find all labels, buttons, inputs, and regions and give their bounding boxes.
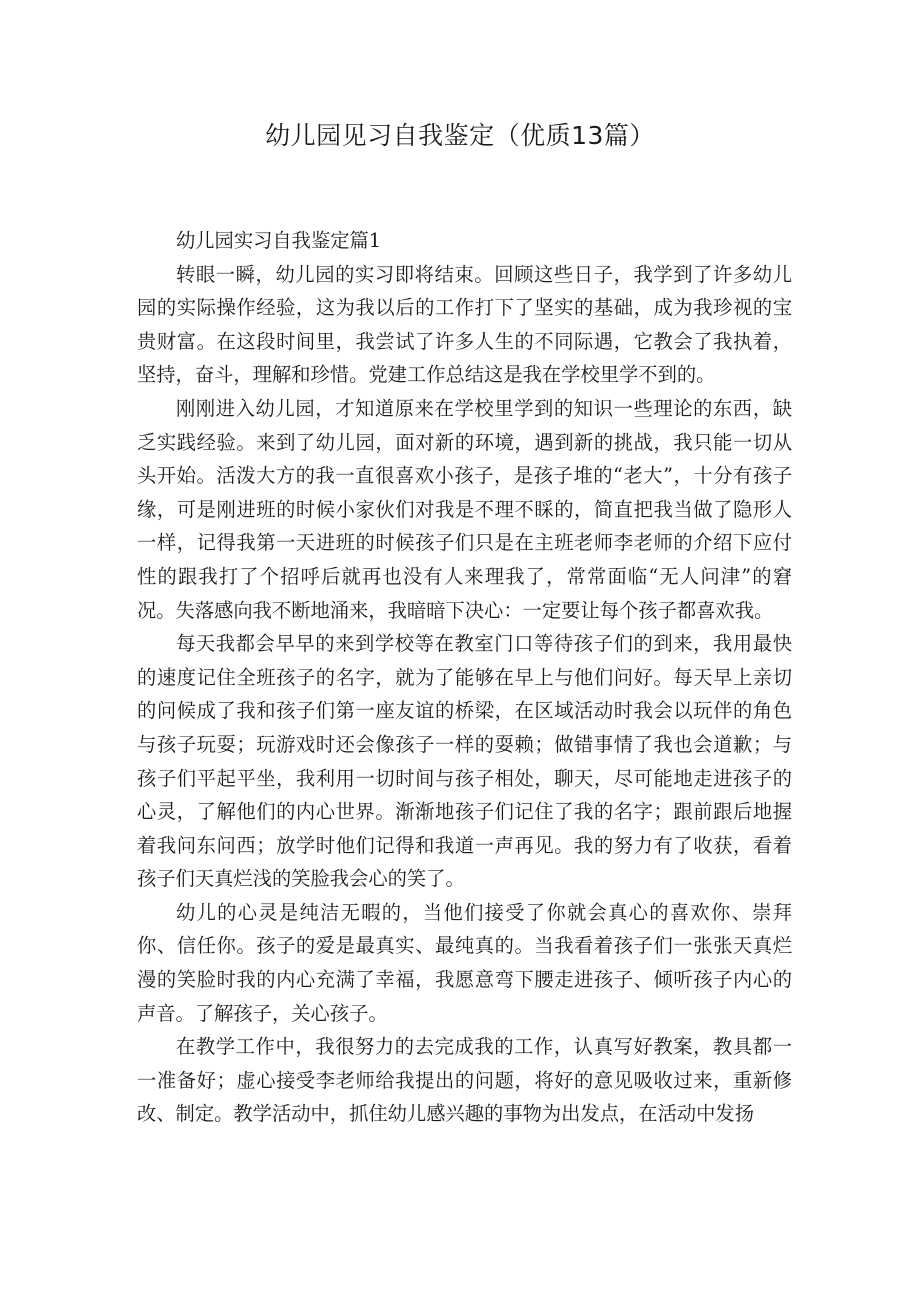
section-heading: 幼儿园实习自我鉴定篇1 <box>176 229 382 252</box>
paragraph: 在教学工作中，我很努力的去完成我的工作，认真写好教案，教具都一一准备好；虚心接受李老师给我提出的问题，将好的意见吸收过来，重新修改、制定。教学活动中，抓住幼儿感兴趣的事物为出发点，在活动中发扬 <box>137 1035 792 1126</box>
paragraph: 每天我都会早早的来到学校等在教室门口等待孩子们的到来，我用最快的速度记住全班孩子的名字，就为了能够在早上与他们问好。每天早上亲切的问候成了我和孩子们第一座友谊的桥梁，在区域活动时我会以玩伴的角色与孩子玩耍；玩游戏时还会像孩子一样的耍赖；做错事情了我也会道歉；与孩子们平起平坐，我利用一切时间与孩子相处，聊天，尽可能地走进孩子的心灵，了解他们的内心世界。渐渐地孩子们记住了我的名字；跟前跟后地握着我问东问西；放学时他们记得和我道一声再见。我的努力有了收获，看着孩子们天真烂浅的笑脸我会心的笑了。 <box>137 632 792 891</box>
paragraph: 幼儿的心灵是纯洁无暇的，当他们接受了你就会真心的喜欢你、崇拜你、信任你。孩子的爱是最真实、最纯真的。当我看着孩子们一张张天真烂漫的笑脸时我的内心充满了幸福，我愿意弯下腰走进孩子、倾听孩子内心的声音。了解孩子，关心孩子。 <box>137 900 792 1025</box>
paragraph: 刚刚进入幼儿园，才知道原来在学校里学到的知识一些理论的东西，缺乏实践经验。来到了幼儿园，面对新的环境，遇到新的挑战，我只能一切从头开始。活泼大方的我一直很喜欢小孩子，是孩子堆的“老大”，十分有孩子缘，可是刚进班的时候小家伙们对我是不理不睬的，简直把我当做了隐形人一样，记得我第一天进班的时候孩子们只是在主班老师李老师的介绍下应付性的跟我打了个招呼后就再也没有人来理我了，常常面临“无人问津”的窘况。失落感向我不断地涌来，我暗暗下决心：一定要让每个孩子都喜欢我。 <box>137 396 792 622</box>
document-body <box>137 224 792 1131</box>
document-title: 幼儿园见习自我鉴定（优质13篇） <box>265 121 655 150</box>
paragraph: 转眼一瞬，幼儿园的实习即将结束。回顾这些日子，我学到了许多幼儿园的实际操作经验，这为我以后的工作打下了坚实的基础，成为我珍视的宝贵财富。在这段时间里，我尝试了许多人生的不同际遇，它教会了我执着，坚持，奋斗，理解和珍惜。党建工作总结这是我在学校里学不到的。 <box>137 262 792 387</box>
